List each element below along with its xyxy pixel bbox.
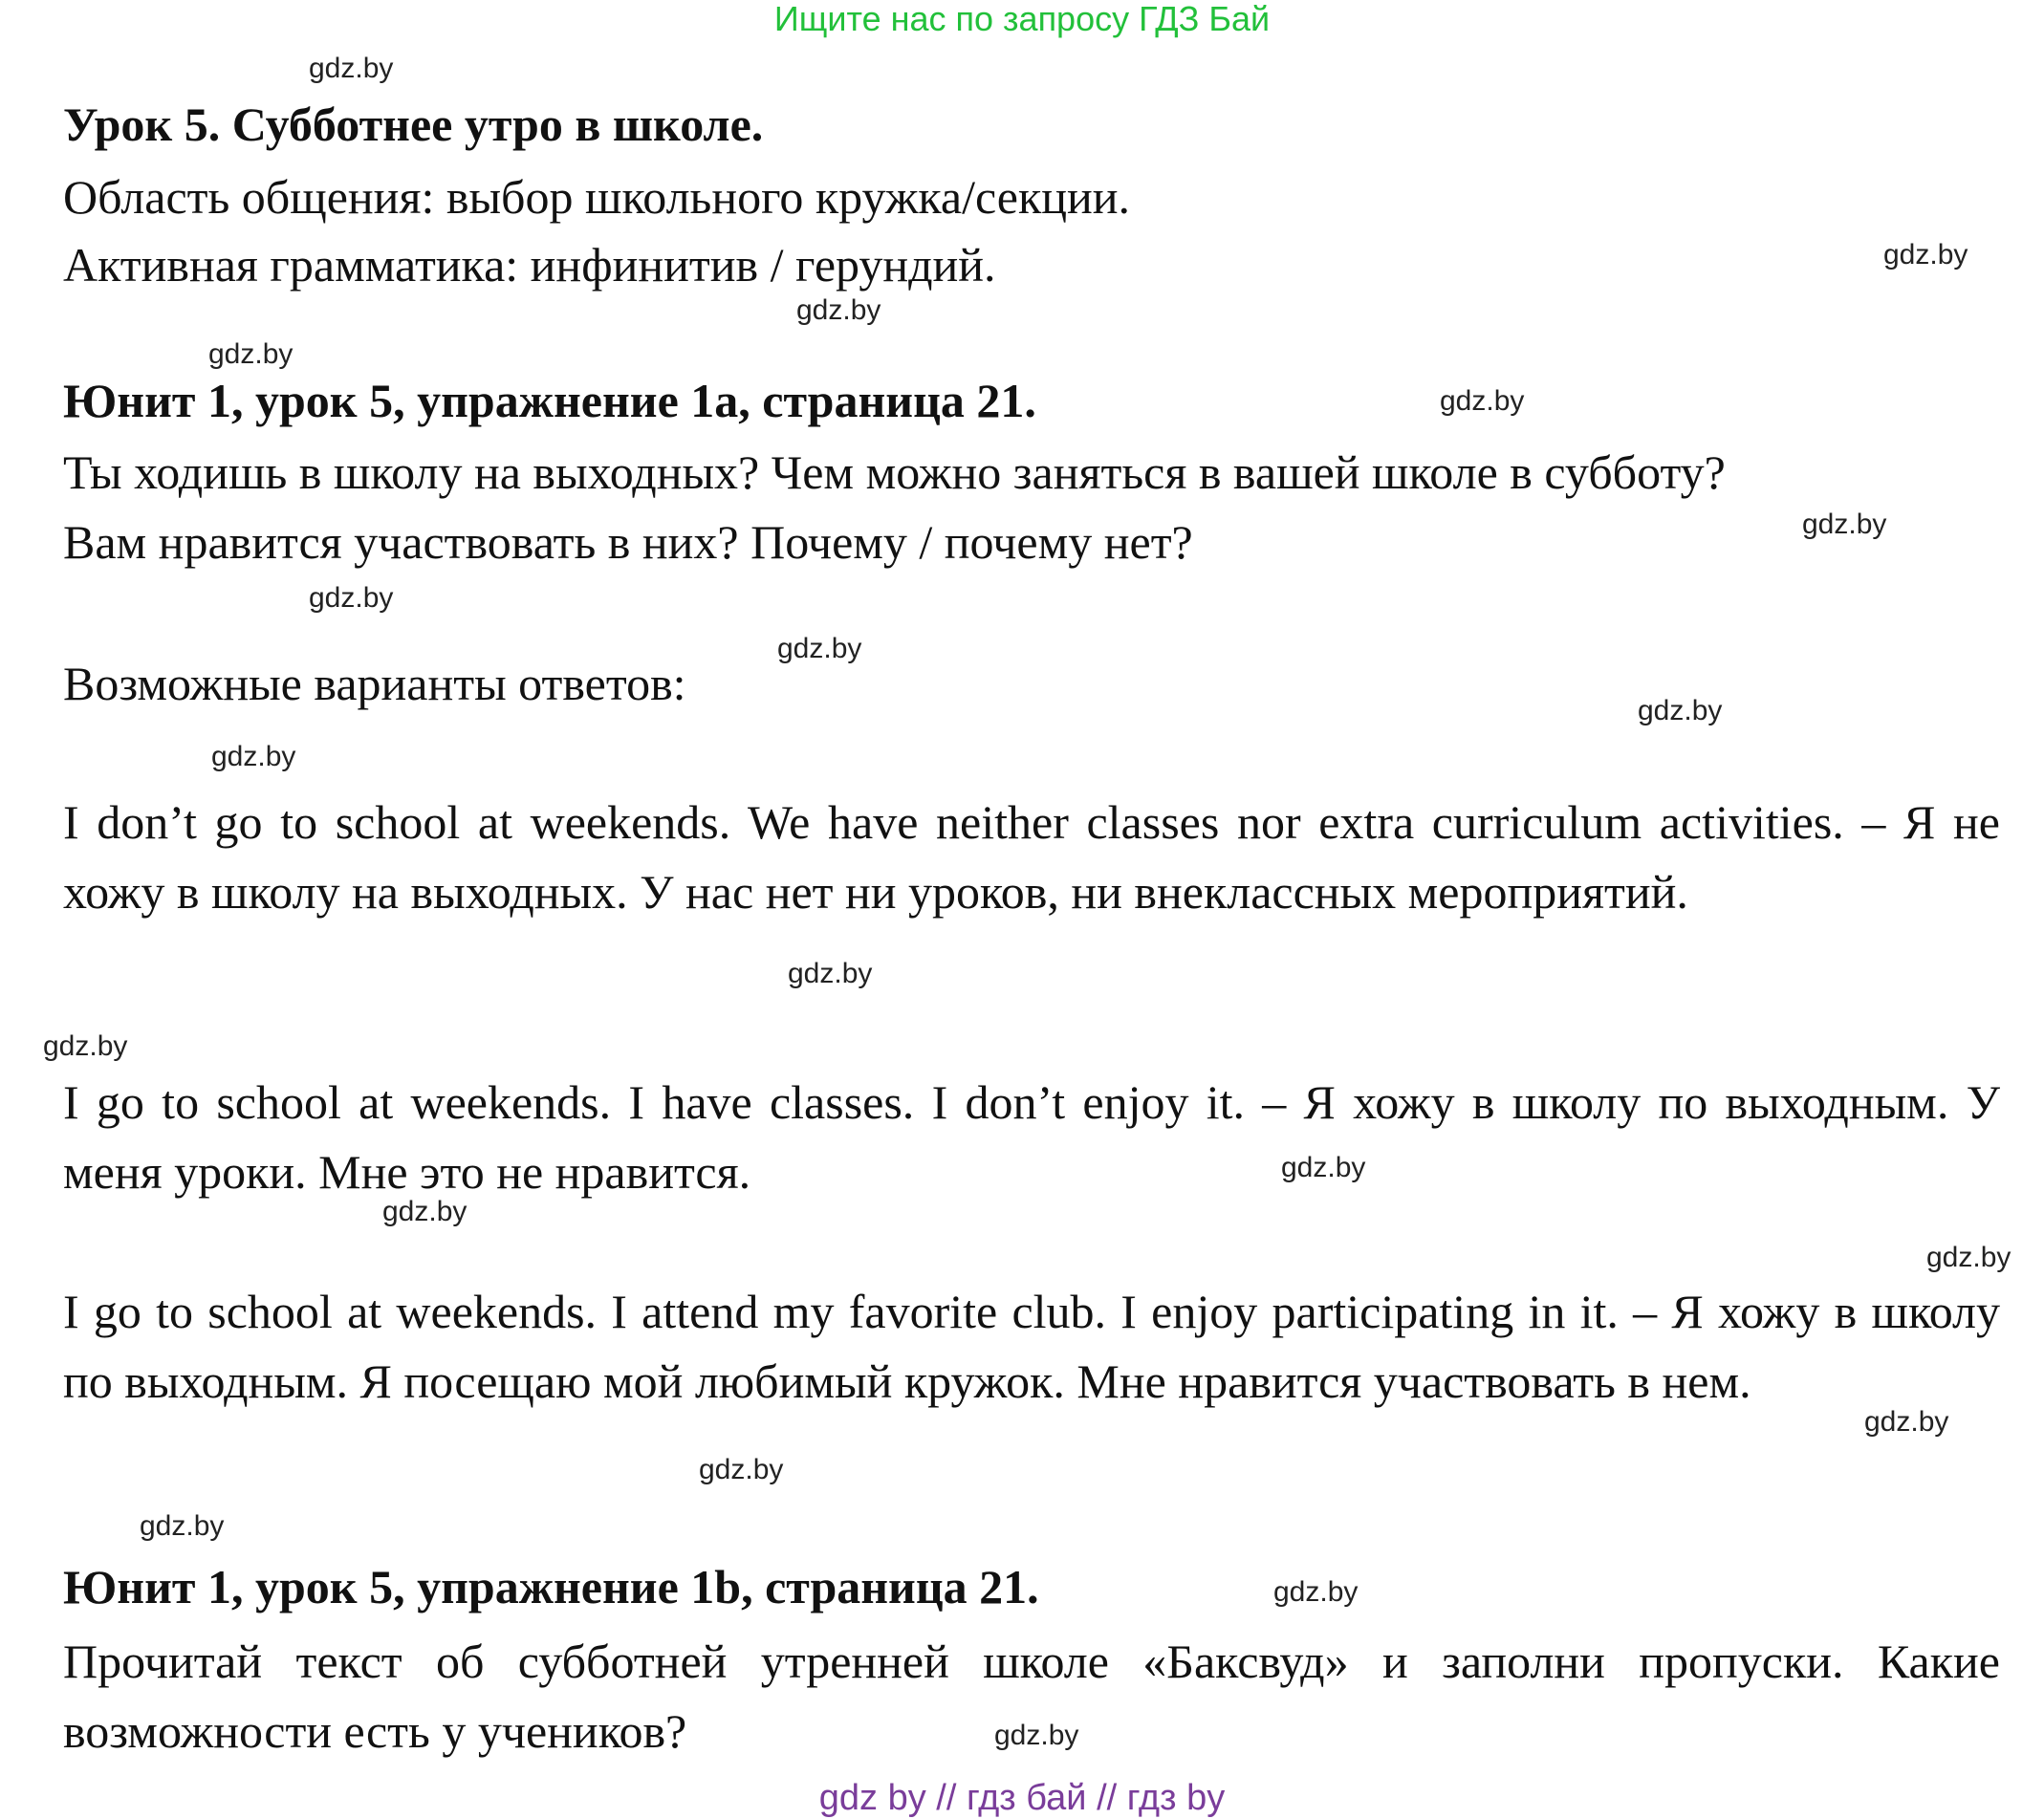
footer-links: gdz by // гдз бай // гдз by: [818, 1778, 1226, 1818]
watermark: gdz.by: [1883, 239, 1968, 271]
exercise-1a-heading: Юнит 1, урок 5, упражнение 1a, страница 21.: [63, 374, 1036, 427]
watermark: gdz.by: [43, 1030, 128, 1062]
lesson-active-grammar: Активная грамматика: инфинитив / герундий.: [63, 238, 996, 292]
exercise-1b-heading: Юнит 1, урок 5, упражнение 1b, страница 21.: [63, 1560, 1039, 1613]
watermark: gdz.by: [1926, 1242, 2011, 1273]
answers-label: Возможные варианты ответов:: [63, 657, 686, 710]
watermark: gdz.by: [1273, 1576, 1359, 1608]
exercise-1a-question-line-1: Ты ходишь в школу на выходных? Чем можно заняться в вашей школе в субботу?: [63, 445, 1726, 499]
watermark: gdz.by: [382, 1196, 468, 1227]
watermark: gdz.by: [309, 53, 394, 84]
lesson-communication-area: Область общения: выбор школьного кружка/секции.: [63, 170, 1131, 224]
lesson-title: Урок 5. Субботнее утро в школе.: [63, 97, 764, 151]
answer-3: I go to school at weekends. I attend my favorite club. I enjoy participating in it. – Я хожу в школу по выходным. Я посещаю мой любимый кружок. Мне нравится участвовать в нем.: [63, 1285, 2000, 1408]
exercise-1a-question-line-2: Вам нравится участвовать в них? Почему / почему нет?: [63, 515, 1193, 569]
watermark: gdz.by: [1440, 385, 1525, 417]
watermark: gdz.by: [309, 582, 394, 614]
answer-2: I go to school at weekends. I have classes. I don’t enjoy it. – Я хожу в школу по выходным. У меня уроки. Мне это не нравится.: [63, 1075, 2000, 1199]
exercise-1b-task: Прочитай текст об субботней утренней школе «Баксвуд» и заполни пропуски. Какие возможности есть у учеников?: [63, 1635, 2000, 1758]
watermark: gdz.by: [777, 633, 862, 664]
answer-1: I don’t go to school at weekends. We have neither classes nor extra curriculum activities. – Я не хожу в школу на выходных. У нас нет ни уроков, ни внеклассных мероприятий.: [63, 795, 2000, 919]
watermark: gdz.by: [140, 1510, 225, 1542]
watermark: gdz.by: [1802, 509, 1887, 540]
watermark: gdz.by: [1281, 1152, 1366, 1183]
watermark: gdz.by: [994, 1720, 1079, 1751]
watermark: gdz.by: [1864, 1406, 1949, 1438]
watermark: gdz.by: [208, 338, 294, 370]
watermark: gdz.by: [796, 294, 881, 326]
watermark: gdz.by: [211, 741, 296, 772]
watermark: gdz.by: [1638, 695, 1723, 726]
watermark: gdz.by: [788, 958, 873, 989]
watermark: gdz.by: [699, 1454, 784, 1485]
search-banner: Ищите нас по запросу ГДЗ Бай: [773, 0, 1271, 38]
